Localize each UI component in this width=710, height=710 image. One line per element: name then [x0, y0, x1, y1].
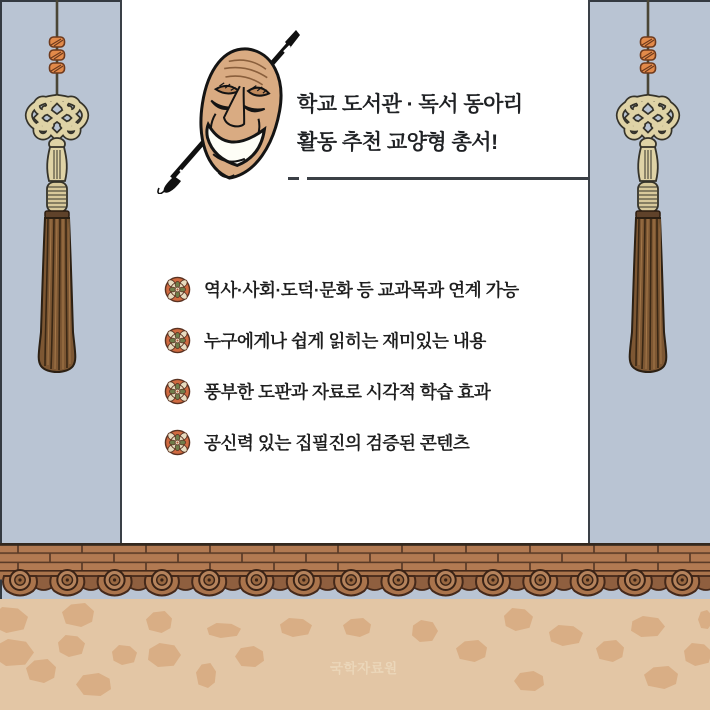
ground-stone [148, 643, 181, 667]
divider-line [307, 177, 588, 180]
feature-item [164, 428, 519, 456]
ground-stone [196, 663, 216, 688]
giwa-tile-wall [0, 543, 710, 603]
headline-line2: 활동 추천 교양형 총서! [297, 131, 498, 154]
feature-text: 공신력 있는 집필진의 검증된 콘텐츠 [204, 432, 470, 453]
feature-text: 풍부한 도판과 자료로 시각적 학습 효과 [204, 381, 491, 402]
norigae-tassel-icon [17, 0, 97, 380]
ground-stone [514, 671, 544, 691]
feature-list [164, 275, 519, 479]
ground-stone [112, 645, 137, 665]
ground-stone [684, 643, 710, 666]
dancheong-flower-icon [164, 378, 191, 405]
headline [297, 86, 523, 162]
norigae-tassel-icon [608, 0, 688, 380]
dancheong-flower-icon [164, 327, 191, 354]
ground-stone [76, 673, 111, 696]
feature-text: 역사·사회·도덕·문화 등 교과목과 연계 가능 [204, 279, 519, 300]
ground-stone [631, 616, 665, 637]
feature-item [164, 275, 519, 303]
divider-dash [288, 177, 299, 180]
ground-stone [456, 640, 487, 662]
ground-stone [0, 607, 28, 633]
ground-stone [412, 620, 438, 642]
ground-stone [698, 610, 710, 629]
ground-stone [504, 608, 533, 631]
ground-stone [280, 618, 312, 637]
feature-item [164, 326, 519, 354]
ground-stone [549, 625, 583, 646]
ground-stone [644, 666, 678, 689]
ground-stone [62, 603, 94, 627]
ground-stone [146, 611, 172, 633]
ground-stone [26, 659, 56, 683]
ground-stone [58, 635, 85, 657]
ground-stone [0, 639, 34, 666]
ground-stone [235, 646, 264, 667]
ground-stone [343, 618, 371, 637]
ground-stone [596, 640, 624, 662]
ground-stone [207, 623, 241, 638]
dirt-ground [0, 599, 710, 710]
headline-line1: 학교 도서관 · 독서 동아리 [297, 93, 523, 116]
dancheong-flower-icon [164, 276, 191, 303]
dancheong-flower-icon [164, 429, 191, 456]
publisher-watermark: 국학자료원 [330, 661, 398, 676]
feature-item [164, 377, 519, 405]
feature-text: 누구에게나 쉽게 읽히는 재미있는 내용 [204, 330, 486, 351]
hahoe-mask-brush-icon [156, 26, 308, 194]
